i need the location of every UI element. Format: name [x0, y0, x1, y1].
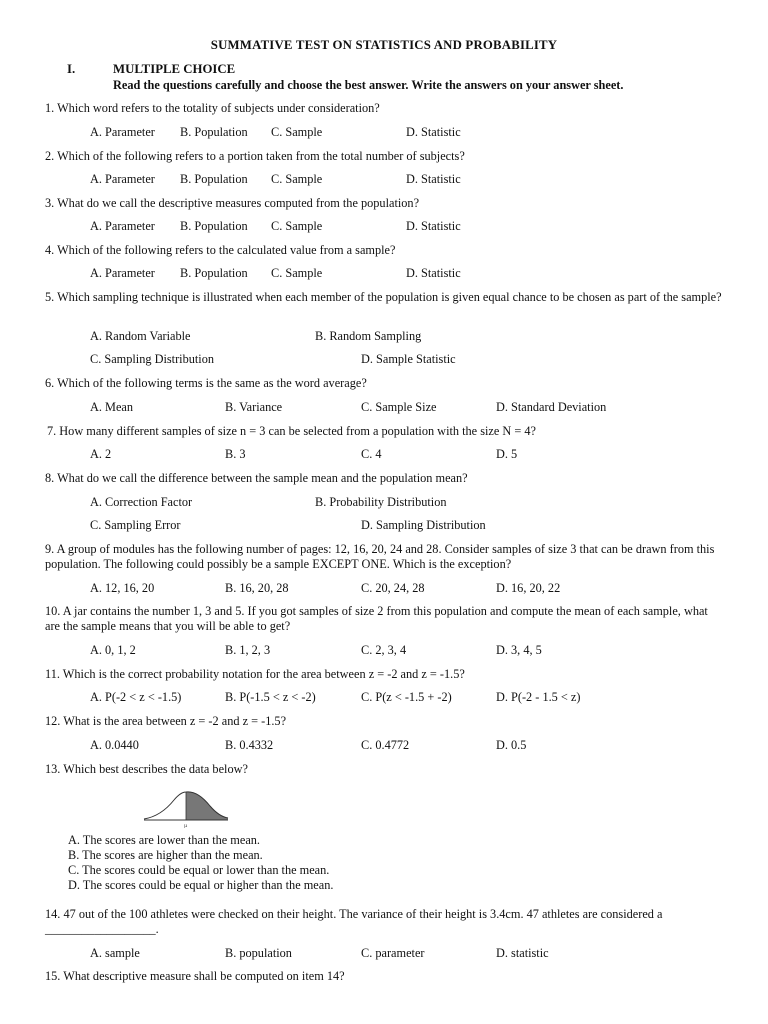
section-number: I. [67, 62, 76, 76]
q1-option-a[interactable]: A. Parameter [90, 125, 155, 139]
q5-option-c[interactable]: C. Sampling Distribution [90, 352, 215, 366]
q13-option-c[interactable]: C. The scores could be equal or lower than the mean. [68, 863, 330, 877]
question-11: 11. Which is the correct probability notation for the area between z = -2 and z = -1.5? [45, 667, 465, 681]
q9-option-b[interactable]: B. 16, 20, 28 [225, 581, 289, 595]
q9-option-d[interactable]: D. 16, 20, 22 [496, 581, 561, 595]
q4-option-d[interactable]: D. Statistic [406, 266, 461, 280]
question-13: 13. Which best describes the data below? [45, 762, 248, 776]
mu-label: μ [184, 823, 188, 828]
question-2: 2. Which of the following refers to a portion taken from the total number of subjects? [45, 149, 465, 163]
question-8: 8. What do we call the difference between the sample mean and the population mean? [45, 471, 468, 485]
q3-option-b[interactable]: B. Population [180, 219, 248, 233]
q11-option-a[interactable]: A. P(-2 < z < -1.5) [90, 690, 182, 704]
q5-option-b[interactable]: B. Random Sampling [315, 329, 422, 343]
question-6: 6. Which of the following terms is the same as the word average? [45, 376, 367, 390]
question-9: 9. A group of modules has the following number of pages: 12, 16, 20, 24 and 28. Consider samples of size 3 that can be drawn from this population. The following could possibly be a sample EXCEPT ONE. Which is the exception? [45, 542, 715, 571]
q3-option-a[interactable]: A. Parameter [90, 219, 155, 233]
q6-option-a[interactable]: A. Mean [90, 400, 134, 414]
q2-option-b[interactable]: B. Population [180, 172, 248, 186]
q8-option-b[interactable]: B. Probability Distribution [315, 495, 447, 509]
q14-option-d[interactable]: D. statistic [496, 946, 549, 960]
q2-option-c[interactable]: C. Sample [271, 172, 323, 186]
q5-option-a[interactable]: A. Random Variable [90, 329, 191, 343]
q14-option-a[interactable]: A. sample [90, 946, 140, 960]
q7-option-c[interactable]: C. 4 [361, 447, 382, 461]
q10-option-b[interactable]: B. 1, 2, 3 [225, 643, 271, 657]
q12-option-b[interactable]: B. 0.4332 [225, 738, 274, 752]
question-14: 14. 47 out of the 100 athletes were checked on their height. The variance of their height is 3.4cm. 47 athletes are considered a __________________. [45, 907, 663, 936]
question-1: 1. Which word refers to the totality of subjects under consideration? [45, 101, 380, 115]
q9-option-a[interactable]: A. 12, 16, 20 [90, 581, 155, 595]
q13-option-b[interactable]: B. The scores are higher than the mean. [68, 848, 263, 862]
q1-option-c[interactable]: C. Sample [271, 125, 323, 139]
q7-option-b[interactable]: B. 3 [225, 447, 246, 461]
q1-option-d[interactable]: D. Statistic [406, 125, 461, 139]
q8-option-c[interactable]: C. Sampling Error [90, 518, 181, 532]
q7-option-d[interactable]: D. 5 [496, 447, 518, 461]
q7-option-a[interactable]: A. 2 [90, 447, 112, 461]
q6-option-c[interactable]: C. Sample Size [361, 400, 437, 414]
q4-option-b[interactable]: B. Population [180, 266, 248, 280]
q14-option-b[interactable]: B. population [225, 946, 292, 960]
q13-option-d[interactable]: D. The scores could be equal or higher than the mean. [68, 878, 334, 892]
q5-option-d[interactable]: D. Sample Statistic [361, 352, 456, 366]
q2-option-d[interactable]: D. Statistic [406, 172, 461, 186]
normal-curve-figure [142, 782, 230, 828]
question-5: 5. Which sampling technique is illustrated when each member of the population is given equal chance to be chosen as part of the sample? [45, 290, 722, 304]
q2-option-a[interactable]: A. Parameter [90, 172, 155, 186]
question-10: 10. A jar contains the number 1, 3 and 5. If you got samples of size 2 from this population and compute the mean of each sample, what are the sample means that you will be able to get? [45, 604, 708, 633]
q10-option-d[interactable]: D. 3, 4, 5 [496, 643, 542, 657]
q4-option-c[interactable]: C. Sample [271, 266, 323, 280]
q12-option-a[interactable]: A. 0.0440 [90, 738, 139, 752]
q8-option-a[interactable]: A. Correction Factor [90, 495, 193, 509]
question-3: 3. What do we call the descriptive measures computed from the population? [45, 196, 420, 210]
q6-option-b[interactable]: B. Variance [225, 400, 283, 414]
section-title: MULTIPLE CHOICE [113, 62, 236, 76]
question-4: 4. Which of the following refers to the calculated value from a sample? [45, 243, 396, 257]
q9-option-c[interactable]: C. 20, 24, 28 [361, 581, 425, 595]
question-15: 15. What descriptive measure shall be computed on item 14? [45, 969, 345, 983]
q11-option-b[interactable]: B. P(-1.5 < z < -2) [225, 690, 316, 704]
q1-option-b[interactable]: B. Population [180, 125, 248, 139]
page-title: SUMMATIVE TEST ON STATISTICS AND PROBABILITY [210, 38, 558, 52]
q11-option-d[interactable]: D. P(-2 - 1.5 < z) [496, 690, 581, 704]
q8-option-d[interactable]: D. Sampling Distribution [361, 518, 486, 532]
q12-option-c[interactable]: C. 0.4772 [361, 738, 410, 752]
q12-option-d[interactable]: D. 0.5 [496, 738, 527, 752]
q6-option-d[interactable]: D. Standard Deviation [496, 400, 607, 414]
question-7: 7. How many different samples of size n = 3 can be selected from a population with the size N = 4? [47, 424, 536, 438]
q10-option-c[interactable]: C. 2, 3, 4 [361, 643, 407, 657]
q3-option-c[interactable]: C. Sample [271, 219, 323, 233]
q4-option-a[interactable]: A. Parameter [90, 266, 155, 280]
q14-option-c[interactable]: C. parameter [361, 946, 425, 960]
q11-option-c[interactable]: C. P(z < -1.5 + -2) [361, 690, 452, 704]
question-12: 12. What is the area between z = -2 and z = -1.5? [45, 714, 287, 728]
q10-option-a[interactable]: A. 0, 1, 2 [90, 643, 136, 657]
q3-option-d[interactable]: D. Statistic [406, 219, 461, 233]
instructions: Read the questions carefully and choose the best answer. Write the answers on your answer sheet. [113, 78, 624, 92]
q13-option-a[interactable]: A. The scores are lower than the mean. [68, 833, 261, 847]
